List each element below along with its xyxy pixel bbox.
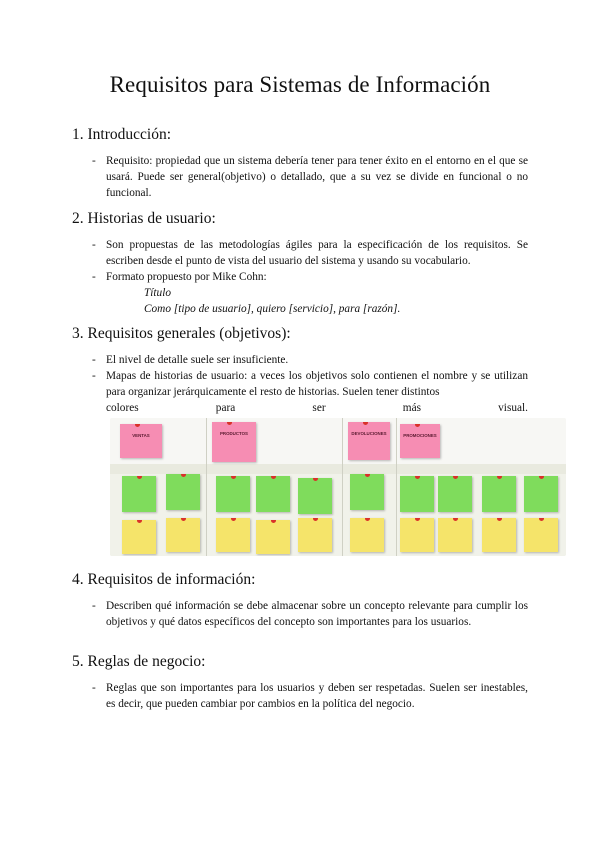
detail-note [482,518,516,552]
detail-note [216,518,250,552]
pin-icon [231,518,236,521]
column-separator [206,418,207,556]
pin-icon [415,518,420,521]
format-template-line: Como [tipo de usuario], quiero [servicio], para [razón]. [144,303,401,315]
bullet-item [72,680,528,712]
goal-note [120,424,162,458]
story-map-image [110,418,566,556]
bullet-item [72,598,528,630]
pin-icon [137,520,142,523]
goal-note [212,422,256,462]
detail-note [350,518,384,552]
goal-note [400,424,440,458]
section-heading: 1. Introducción: [72,126,172,143]
pin-icon [227,422,232,425]
word: colores [106,402,139,414]
story-note [216,476,250,512]
goal-label: VENTAS [132,433,150,438]
bullet-list [72,352,528,416]
pin-icon [497,518,502,521]
pin-icon [497,476,502,479]
story-note [482,476,516,512]
bullet-list [72,237,528,285]
pin-icon [415,424,420,427]
pin-icon [453,518,458,521]
word: más [402,402,421,414]
pin-icon [539,518,544,521]
bullet-dash: - [92,271,96,283]
pin-icon [137,476,142,479]
story-note [256,476,290,512]
section-historias [72,210,528,317]
story-note [350,474,384,510]
pin-icon [539,476,544,479]
detail-note [166,518,200,552]
goal-note [348,422,390,460]
pin-icon [453,476,458,479]
bullet-item [72,269,528,285]
bullet-dash: - [92,239,96,251]
bullet-item [72,368,528,416]
bullet-item [72,237,528,269]
column-separator [342,418,343,556]
story-note [298,478,332,514]
bullet-text: El nivel de detalle suele ser insuficiente. [106,354,289,366]
word: para [215,402,236,414]
detail-note [256,520,290,554]
story-note [524,476,558,512]
page-title: Requisitos para Sistemas de Información [109,72,491,97]
row-divider [110,464,566,474]
story-note [166,474,200,510]
story-note [122,476,156,512]
goal-row-band [110,418,566,464]
pin-icon [313,478,318,481]
detail-note [438,518,472,552]
detail-note [400,518,434,552]
section-reglas-negocio [72,653,528,712]
section-requisitos-generales [72,325,528,416]
pin-icon [231,476,236,479]
column-separator [396,418,397,556]
bullet-item [72,153,528,201]
bullet-text: Reglas que son importantes para los usuarios y deben ser respetadas. Suelen ser inestables, es decir, que pueden cambiar por cambios en la política del negocio. [106,682,528,710]
section-heading: 4. Requisitos de información: [72,571,256,588]
pin-icon [135,424,140,427]
bullet-dash: - [92,354,96,366]
section-heading: 3. Requisitos generales (objetivos): [72,325,291,342]
section-introduccion [72,126,528,201]
section-heading: 5. Reglas de negocio: [72,653,206,670]
goal-label: PRODUCTOS [220,431,248,436]
goal-label: DEVOLUCIONES [351,431,387,436]
bullet-text: Mapas de historias de usuario: a veces los objetivos solo contienen el nombre y se utilizan para organizar jerárquicamente el resto de historias. Suelen tener distintos [106,370,528,398]
section-heading: 2. Historias de usuario: [72,210,216,227]
pin-icon [181,518,186,521]
story-note [438,476,472,512]
bullet-dash: - [92,600,96,612]
format-title-line: Título [144,287,171,299]
bullet-dash: - [92,682,96,694]
section-requisitos-informacion [72,571,528,630]
pin-icon [415,476,420,479]
bullet-text: Requisito: propiedad que un sistema debería tener para tener éxito en el entorno en el que se usará. Puede ser general(objetivo) o detallado, que a su vez se divide en funcional o no funcional. [106,155,528,199]
bullet-item [72,352,528,368]
pin-icon [181,474,186,477]
pin-icon [271,520,276,523]
pin-icon [365,518,370,521]
pin-icon [363,422,368,425]
word: ser [312,402,326,414]
story-note [400,476,434,512]
detail-note [298,518,332,552]
bullet-list [72,680,528,712]
bullet-text: Formato propuesto por Mike Cohn: [106,271,267,283]
word: visual. [498,402,528,414]
pin-icon [313,518,318,521]
bullet-dash: - [92,370,96,382]
goal-label: PROMOCIONES [403,433,437,438]
bullet-text: Son propuestas de las metodologías ágiles para la especificación de los requisitos. Se escriben desde el punto de vista del usuario del sistema y usando su vocabulario. [106,239,528,267]
detail-note [122,520,156,554]
detail-note [524,518,558,552]
pin-icon [365,474,370,477]
bullet-text: Describen qué información se debe almacenar sobre un concepto relevante para cumplir los objetivos y qué datos específicos del concepto son importantes para los usuarios. [106,600,528,628]
pin-icon [271,476,276,479]
bullet-list [72,598,528,630]
spread-line [106,400,528,416]
bullet-list [72,153,528,201]
bullet-dash: - [92,155,96,167]
